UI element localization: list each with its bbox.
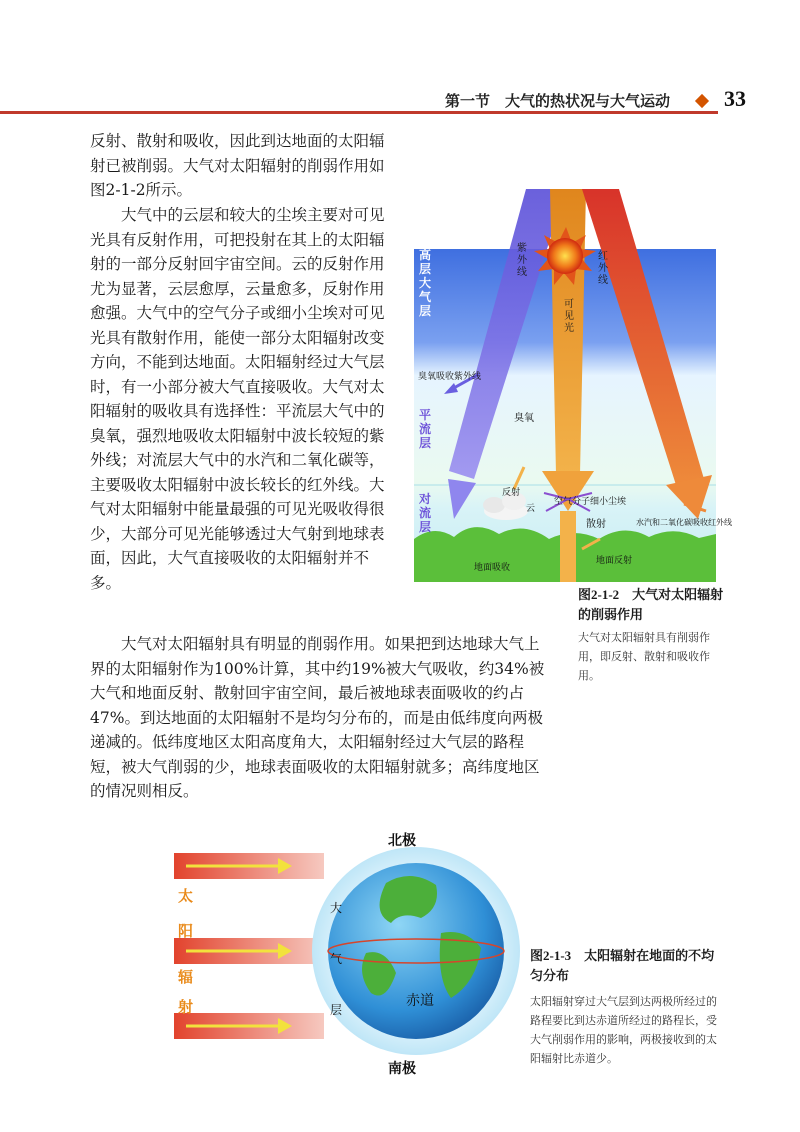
label-atmosphere-2: 气 — [330, 952, 343, 966]
label-ground-reflect: 地面反射 — [596, 556, 633, 566]
label-uv: 紫外线 — [517, 243, 527, 278]
figure1-caption-title: 图2-1-2 大气对太阳辐射的削弱作用 — [578, 587, 724, 622]
label-high-layer: 高层大气层 — [419, 248, 432, 318]
label-ground-absorb: 地面吸收 — [474, 563, 511, 573]
paragraph-2: 大气中的云层和较大的尘埃主要对可见光具有反射作用，可把投射在其上的太阳辐射的一部分反射回宇宙空间。云的反射作用尤为显著，云层愈厚，云量愈多，反射作用愈强。大气中的空气分子或细小尘埃对可见光具有散射作用，能使一部分太阳辐射改变方向，不能到达地面。太阳辐射经过大气层时，有一小部分被大气直接吸收。大气对太阳辐射的吸收具有选择性：平流层大气中的臭氧，强烈地吸收太阳辐射中波长较短的紫外线；对流层大气中的水汽和二氧化碳等，主要吸收太阳辐射中波长较长的红外线。大气对太阳辐射中能量最强的可见光吸收得很少，大部分可见光能够透过大气射到地球表面，因此，大气直接吸收的太阳辐射并不多。 — [90, 206, 385, 592]
label-atmosphere-3: 层 — [330, 1003, 343, 1017]
figure2-caption-title: 图2-1-3 太阳辐射在地面的不均匀分布 — [530, 948, 715, 983]
label-water-co2: 水汽和二氧化碳吸收红外线 — [636, 518, 732, 527]
atmosphere-diagram — [414, 243, 732, 582]
page-number: 33 — [724, 86, 746, 111]
label-solar-2: 阳 — [178, 922, 194, 940]
label-south-pole: 南极 — [388, 1061, 416, 1077]
label-troposphere: 对流层 — [419, 492, 432, 534]
label-ozone: 臭氧 — [514, 413, 534, 424]
diamond-icon — [695, 94, 709, 108]
section-title: 第一节 大气的热状况与大气运动 — [445, 92, 671, 110]
label-solar-4: 射 — [178, 998, 194, 1016]
label-reflect: 反射 — [502, 488, 521, 498]
label-equator: 赤道 — [406, 993, 434, 1009]
header-rule — [0, 111, 718, 114]
label-air-dust: 空气分子细小尘埃 — [554, 497, 627, 507]
paragraph-3: 大气对太阳辐射具有明显的削弱作用。如果把到达地球大气上界的太阳辐射作为100%计算，其中约19%被大气吸收，约34%被大气和地面反射、散射回宇宙空间，最后被地球表面吸收的约占47%。到达地面的太阳辐射不是均匀分布的，而是由低纬度向两极递减的。低纬度地区太阳高度角大，太阳辐射经过大气层的路程短，被大气削弱的少，地球表面吸收的太阳辐射就多；高纬度地区的情况则相反。 — [90, 635, 545, 800]
label-atmosphere-1: 大 — [330, 901, 343, 915]
label-stratosphere: 平流层 — [419, 408, 432, 450]
paragraph-1: 反射、散射和吸收，因此到达地面的太阳辐射已被削弱。大气对太阳辐射的削弱作用如图2-1-2所示。 — [90, 132, 385, 199]
label-solar-1: 太 — [178, 887, 194, 905]
label-north-pole: 北极 — [388, 833, 416, 849]
label-visible: 可见光 — [564, 299, 574, 334]
label-cloud: 云 — [526, 504, 536, 514]
label-ozone-absorb-uv: 臭氧吸收紫外线 — [418, 372, 482, 382]
earth-diagram — [166, 823, 526, 1078]
label-solar-3: 辐 — [178, 968, 194, 986]
figure-atmosphere-weakening — [414, 243, 732, 582]
visible-to-ground — [560, 511, 576, 582]
figure-solar-distribution — [166, 823, 526, 1078]
figure1-caption-text: 大气对太阳辐射具有削弱作用，即反射、散射和吸收作用。 — [578, 631, 710, 682]
label-ir: 红外线 — [598, 251, 608, 286]
figure2-caption-text: 太阳辐射穿过大气层到达两极所经过的路程要比到达赤道所经过的路程长，受大气削弱作用的影响，两极接收到的太阳辐射比赤道少。 — [530, 995, 717, 1065]
label-scatter: 散射 — [586, 519, 606, 530]
